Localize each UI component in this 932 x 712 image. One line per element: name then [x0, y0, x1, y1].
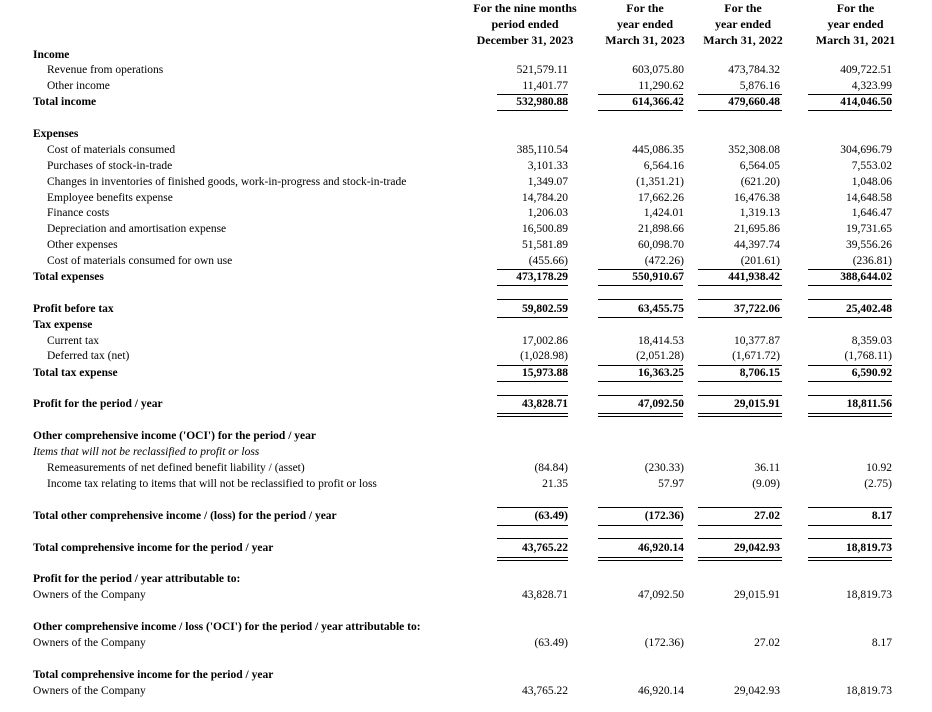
row-value: 27.02	[754, 637, 780, 649]
row-value: 29,042.93	[734, 542, 780, 554]
row-value: 43,765.22	[522, 685, 568, 697]
header-year-mar-2023: For the year ended March 31, 2023	[605, 1, 685, 47]
row-value: 29,015.91	[734, 398, 780, 410]
row-value: 8.17	[871, 637, 892, 649]
row-value: 15,973.88	[522, 367, 568, 379]
rule-line	[598, 299, 683, 300]
table-row	[0, 509, 932, 524]
rule-line	[598, 538, 683, 539]
rule-line	[497, 269, 568, 270]
row-value: 43,828.71	[522, 589, 568, 601]
row-value: 4,323.99	[851, 80, 892, 92]
row-value: (1,671.72)	[732, 350, 780, 362]
row-value: 21,695.86	[734, 223, 780, 235]
row-label: Purchases of stock-in-trade	[47, 160, 173, 172]
rule-line	[598, 94, 683, 95]
row-label: Total expenses	[33, 271, 104, 283]
double-rule	[698, 557, 782, 561]
row-value: (172.36)	[644, 637, 684, 649]
row-value: 18,819.73	[846, 542, 892, 554]
row-value: 19,731.65	[846, 223, 892, 235]
rule-line	[598, 395, 683, 396]
table-row	[0, 541, 932, 556]
row-label: Items that will not be reclassified to profit or loss	[33, 446, 260, 458]
row-value: 479,660.48	[728, 96, 780, 108]
rule-line	[598, 381, 683, 382]
double-rule	[698, 413, 782, 417]
row-label: Other expenses	[47, 239, 118, 251]
table-row	[0, 636, 932, 651]
row-value: 1,206.03	[527, 207, 568, 219]
rule-line	[497, 538, 568, 539]
row-value: 385,110.54	[516, 144, 568, 156]
row-value: (230.33)	[644, 462, 684, 474]
row-label: Depreciation and amortisation expense	[47, 223, 227, 235]
row-label: Owners of the Company	[33, 589, 146, 601]
table-row	[0, 159, 932, 174]
rule-line	[497, 381, 568, 382]
row-value: (621.20)	[740, 176, 780, 188]
row-value: 21,898.66	[638, 223, 684, 235]
rule-line	[497, 507, 568, 508]
row-value: 17,662.26	[638, 192, 684, 204]
row-value: 6,564.05	[739, 160, 780, 172]
row-label: Total comprehensive income for the period / year	[33, 669, 274, 681]
rule-line	[808, 269, 892, 270]
row-label: Deferred tax (net)	[47, 350, 130, 362]
double-rule	[598, 413, 683, 417]
row-label: Profit for the period / year	[33, 398, 163, 410]
table-row	[0, 206, 932, 221]
table-row	[0, 95, 932, 110]
rule-line	[497, 525, 568, 526]
header-year-mar-2021: For the year ended March 31, 2021	[815, 1, 896, 47]
rule-line	[497, 299, 568, 300]
row-value: 16,500.89	[522, 223, 568, 235]
rule-line	[808, 285, 892, 286]
row-value: 388,644.02	[840, 271, 892, 283]
row-value: 414,046.50	[840, 96, 892, 108]
rule-line	[598, 110, 683, 111]
row-value: 25,402.48	[846, 303, 892, 315]
rule-line	[698, 317, 782, 318]
row-value: 445,086.35	[632, 144, 684, 156]
rule-line	[808, 395, 892, 396]
rule-line	[497, 110, 568, 111]
rule-line	[598, 507, 683, 508]
row-value: 550,910.67	[632, 271, 684, 283]
row-label: Remeasurements of net defined benefit liability / (asset)	[47, 462, 305, 474]
rule-line	[598, 365, 683, 366]
row-value: 352,308.08	[728, 144, 780, 156]
row-value: 1,319.13	[739, 207, 780, 219]
row-value: (236.81)	[852, 255, 892, 267]
table-row	[0, 175, 932, 190]
rule-line	[698, 94, 782, 95]
row-value: (63.49)	[534, 637, 568, 649]
rule-line	[497, 365, 568, 366]
table-row	[0, 222, 932, 237]
row-value: 304,696.79	[840, 144, 892, 156]
row-value: (1,028.98)	[520, 350, 568, 362]
row-value: 5,876.16	[739, 80, 780, 92]
row-value: 63,455.75	[638, 303, 684, 315]
rule-line	[497, 317, 568, 318]
row-label: Other comprehensive income ('OCI') for the period / year	[33, 430, 316, 442]
row-label: Income tax relating to items that will not be reclassified to profit or loss	[47, 478, 377, 490]
section-heading	[0, 668, 932, 683]
double-rule	[808, 413, 892, 417]
row-value: 46,920.14	[638, 542, 684, 554]
double-rule	[808, 557, 892, 561]
row-value: 43,828.71	[522, 398, 568, 410]
row-value: (455.66)	[528, 255, 568, 267]
row-value: 14,784.20	[522, 192, 568, 204]
rule-line	[698, 525, 782, 526]
row-label: Other income	[47, 80, 110, 92]
row-label: Owners of the Company	[33, 637, 146, 649]
row-value: (2.75)	[864, 478, 892, 490]
table-row	[0, 366, 932, 381]
table-row	[0, 334, 932, 349]
row-value: 18,414.53	[638, 335, 684, 347]
row-label: Cost of materials consumed for own use	[47, 255, 233, 267]
row-value: 29,015.91	[734, 589, 780, 601]
row-value: 47,092.50	[638, 398, 684, 410]
row-value: 27.02	[754, 510, 780, 522]
table-row	[0, 63, 932, 78]
table-row	[0, 684, 932, 699]
row-label: Profit before tax	[33, 303, 114, 315]
rule-line	[598, 525, 683, 526]
rule-line	[808, 507, 892, 508]
row-value: 441,938.42	[728, 271, 780, 283]
row-value: 51,581.89	[522, 239, 568, 251]
row-value: 14,648.58	[846, 192, 892, 204]
row-label: Income	[33, 49, 70, 61]
table-row	[0, 461, 932, 476]
rule-line	[698, 395, 782, 396]
row-label: Cost of materials consumed	[47, 144, 176, 156]
rule-line	[598, 269, 683, 270]
rule-line	[808, 525, 892, 526]
table-row	[0, 270, 932, 285]
table-row	[0, 588, 932, 603]
row-label: Current tax	[47, 335, 100, 347]
row-value: 10,377.87	[734, 335, 780, 347]
row-value: 1,349.07	[527, 176, 568, 188]
row-value: 1,048.06	[851, 176, 892, 188]
table-row	[0, 302, 932, 317]
row-label: Finance costs	[47, 207, 110, 219]
section-heading	[0, 620, 932, 635]
rule-line	[808, 538, 892, 539]
row-value: 1,424.01	[643, 207, 684, 219]
rule-line	[808, 365, 892, 366]
rule-line	[808, 317, 892, 318]
row-value: 59,802.59	[522, 303, 568, 315]
table-row	[0, 143, 932, 158]
row-value: 21.35	[542, 478, 568, 490]
row-value: 6,564.16	[643, 160, 684, 172]
row-value: 10.92	[866, 462, 892, 474]
table-row	[0, 79, 932, 94]
section-heading	[0, 318, 932, 333]
row-value: 3,101.33	[527, 160, 568, 172]
row-value: 521,579.11	[516, 64, 568, 76]
double-rule	[598, 557, 683, 561]
row-value: 37,722.06	[734, 303, 780, 315]
rule-line	[808, 110, 892, 111]
row-value: 473,784.32	[728, 64, 780, 76]
section-heading	[0, 572, 932, 587]
row-value: 18,811.56	[846, 398, 892, 410]
rule-line	[698, 285, 782, 286]
rule-line	[497, 94, 568, 95]
row-value: (172.36)	[644, 510, 684, 522]
section-heading	[0, 445, 932, 460]
rule-line	[808, 381, 892, 382]
row-label: Revenue from operations	[47, 64, 164, 76]
row-value: 16,363.25	[638, 367, 684, 379]
table-row	[0, 477, 932, 492]
row-value: 614,366.42	[632, 96, 684, 108]
row-value: 8,359.03	[851, 335, 892, 347]
row-value: 39,556.26	[846, 239, 892, 251]
row-value: 18,819.73	[846, 589, 892, 601]
row-value: (2,051.28)	[636, 350, 684, 362]
row-value: 1,646.47	[851, 207, 892, 219]
row-value: 6,590.92	[851, 367, 892, 379]
section-heading	[0, 48, 932, 63]
row-label: Total comprehensive income for the period / year	[33, 542, 274, 554]
row-value: 29,042.93	[734, 685, 780, 697]
row-value: 8,706.15	[739, 367, 780, 379]
row-value: 17,002.86	[522, 335, 568, 347]
rule-line	[497, 285, 568, 286]
header-year-mar-2022: For the year ended March 31, 2022	[703, 1, 783, 47]
row-value: 43,765.22	[522, 542, 568, 554]
rule-line	[808, 299, 892, 300]
row-label: Total income	[33, 96, 97, 108]
row-label: Expenses	[33, 128, 79, 140]
row-value: 11,290.62	[638, 80, 684, 92]
row-value: 603,075.80	[632, 64, 684, 76]
row-value: 36.11	[754, 462, 780, 474]
row-label: Tax expense	[33, 319, 93, 331]
row-label: Employee benefits expense	[47, 192, 173, 204]
row-label: Profit for the period / year attributable to:	[33, 573, 241, 585]
row-value: 57.97	[658, 478, 684, 490]
header-nine-months-dec-2023: For the nine months period ended December 31, 2023	[473, 1, 577, 47]
row-value: 46,920.14	[638, 685, 684, 697]
rule-line	[598, 285, 683, 286]
rule-line	[598, 317, 683, 318]
row-value: 7,553.02	[851, 160, 892, 172]
row-label: Total tax expense	[33, 367, 118, 379]
table-row	[0, 191, 932, 206]
rule-line	[497, 395, 568, 396]
row-value: 8.17	[871, 510, 892, 522]
table-row	[0, 397, 932, 412]
row-value: (84.84)	[534, 462, 568, 474]
row-value: (1,768.11)	[844, 350, 892, 362]
row-label: Changes in inventories of finished goods, work-in-progress and stock-in-trade	[47, 176, 407, 188]
double-rule	[497, 413, 568, 417]
rule-line	[698, 269, 782, 270]
rule-line	[698, 299, 782, 300]
row-value: 18,819.73	[846, 685, 892, 697]
row-value: (63.49)	[534, 510, 568, 522]
row-value: 16,476.38	[734, 192, 780, 204]
row-value: (1,351.21)	[636, 176, 684, 188]
table-row	[0, 238, 932, 253]
row-value: 11,401.77	[522, 80, 568, 92]
row-value: 47,092.50	[638, 589, 684, 601]
rule-line	[698, 110, 782, 111]
row-value: 60,098.70	[638, 239, 684, 251]
row-value: 44,397.74	[734, 239, 780, 251]
row-value: 473,178.29	[516, 271, 568, 283]
rule-line	[698, 365, 782, 366]
row-label: Total other comprehensive income / (loss) for the period / year	[33, 510, 337, 522]
rule-line	[808, 94, 892, 95]
row-value: (201.61)	[740, 255, 780, 267]
row-value: (9.09)	[752, 478, 780, 490]
section-heading	[0, 127, 932, 142]
row-label: Owners of the Company	[33, 685, 146, 697]
row-label: Other comprehensive income / loss ('OCI') for the period / year attributable to:	[33, 621, 421, 633]
section-heading	[0, 429, 932, 444]
table-row	[0, 254, 932, 269]
table-row	[0, 349, 932, 364]
rule-line	[698, 507, 782, 508]
rule-line	[698, 381, 782, 382]
row-value: 532,980.88	[516, 96, 568, 108]
double-rule	[497, 557, 568, 561]
row-value: (472.26)	[644, 255, 684, 267]
rule-line	[698, 538, 782, 539]
row-value: 409,722.51	[840, 64, 892, 76]
